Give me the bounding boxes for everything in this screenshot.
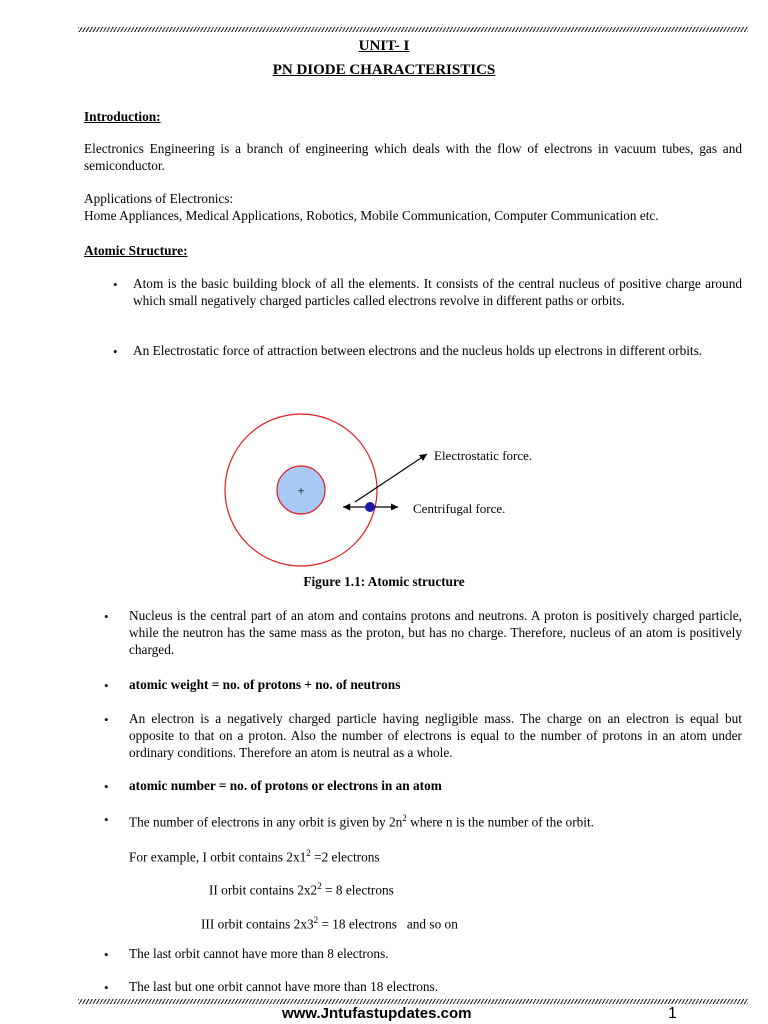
last-but-one-orbit-bullet: The last but one orbit cannot have more than 18 electrons.: [129, 979, 439, 994]
electron-dot: [365, 502, 375, 512]
bullet-marker: •: [104, 609, 109, 624]
centrifugal-force-label: Centrifugal force.: [413, 501, 506, 516]
bullet-marker: •: [113, 277, 118, 292]
header-rule: [78, 27, 748, 32]
example-orbit-2: [209, 878, 394, 898]
atomic-structure-heading: Atomic Structure:: [84, 243, 188, 258]
example-1-text: For example, I orbit contains 2x1: [129, 849, 307, 865]
atom-bullet: Atom is the basic building block of all the elements. It consists of the central nucleus of positive charge around which small negatively charged particles called electrons revolve in different paths or orbits.: [133, 276, 742, 308]
orbit-rule-bullet: [129, 810, 742, 830]
example-3-text: III orbit contains 2x3: [201, 916, 314, 932]
intro-heading: Introduction:: [84, 109, 161, 124]
orbit-rule-exponent: 2: [402, 813, 407, 823]
figure-caption: Figure 1.1: Atomic structure: [303, 574, 465, 589]
example-2-text-end: = 8 electrons: [321, 882, 394, 898]
orbit-rule-text-end: where n is the number of the orbit.: [406, 814, 594, 830]
example-orbit-3: [201, 912, 458, 932]
orbit-rule-text: The number of electrons in any orbit is given by 2n: [129, 814, 403, 830]
page-number: 1: [668, 1005, 677, 1022]
applications-label: Applications of Electronics:: [84, 191, 234, 206]
last-orbit-bullet: The last orbit cannot have more than 8 electrons.: [129, 946, 389, 961]
intro-paragraph: Electronics Engineering is a branch of engineering which deals with the flow of electrons in vacuum tubes, gas and semiconductor.: [84, 141, 742, 173]
example-1-text-end: =2 electrons: [310, 849, 380, 865]
example-3-text-end: = 18 electrons and so on: [318, 916, 458, 932]
example-1-exponent: 2: [306, 848, 311, 858]
electron-bullet: An electron is a negatively charged particle having negligible mass. The charge on an electron is equal but opposite to that on a proton. Also the number of electrons is equal to the number of protons in an atom under ordinary conditions. Therefore an atom is neutral as a whole.: [129, 711, 742, 760]
example-orbit-1: [129, 845, 380, 865]
bullet-marker: •: [104, 678, 109, 693]
bullet-marker: •: [104, 812, 109, 827]
example-2-text: II orbit contains 2x2: [209, 882, 318, 898]
example-3-exponent: 2: [313, 915, 319, 925]
atomic-number-bullet: atomic number = no. of protons or electrons in an atom: [129, 778, 442, 793]
bullet-marker: •: [104, 712, 109, 727]
page-title: PN DIODE CHARACTERISTICS: [272, 62, 496, 78]
unit-title: UNIT- I: [358, 38, 410, 54]
example-2-exponent: 2: [317, 881, 322, 891]
atomic-weight-bullet: atomic weight = no. of protons + no. of neutrons: [129, 677, 401, 692]
nucleus-bullet: Nucleus is the central part of an atom and contains protons and neutrons. A proton is positively charged particle, while the neutron has the same mass as the proton, but has no charge. Therefore, nucleus of an atom is positively charged.: [129, 608, 742, 657]
footer-rule: [78, 999, 748, 1004]
electrostatic-force-arrow: [355, 454, 427, 502]
applications-list: Home Appliances, Medical Applications, Robotics, Mobile Communication, Computer Communication etc.: [84, 208, 659, 223]
bullet-marker: •: [113, 344, 118, 359]
nucleus-plus-symbol: +: [297, 483, 305, 498]
electrostatic-force-label: Electrostatic force.: [434, 448, 533, 463]
bullet-marker: •: [104, 779, 109, 794]
footer-url: www.Jntufastupdates.com: [282, 1005, 472, 1022]
electrostatic-bullet: An Electrostatic force of attraction between electrons and the nucleus holds up electrons in different orbits.: [133, 343, 703, 358]
atomic-structure-figure: [215, 410, 575, 570]
bullet-marker: •: [104, 947, 109, 962]
bullet-marker: •: [104, 980, 109, 995]
